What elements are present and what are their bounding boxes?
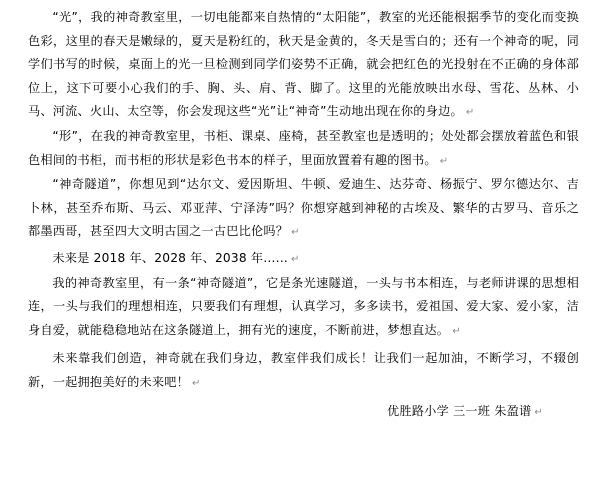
author-signature — [28, 400, 579, 424]
paragraph-conclusion — [28, 347, 579, 395]
paragraph-mark-icon: ↵ — [192, 377, 201, 389]
paragraph-mark-icon: ↵ — [291, 227, 300, 239]
paragraph-text: “形”，在我的神奇教室里，书柜、课桌、座椅，甚至教室也是透明的；处处都会摆放着蓝色和银色相间的书柜，而书柜的形状是彩色书本的样子，里面放置着有趣的图书。 — [28, 128, 579, 167]
paragraph-light-speed-tunnel — [28, 272, 579, 344]
paragraph-mark-icon: ↵ — [439, 155, 449, 167]
paragraph-shape — [28, 125, 579, 173]
paragraph-mark-icon: ↵ — [452, 325, 461, 337]
paragraph-text: “光”，我的神奇教室里，一切电能都来自热情的“太阳能”，教室的光还能根据季节的变化而变换色彩，这里的春天是嫩绿的，夏天是粉红的，秋天是金黄的，冬天是雪白的；还有一个神奇的呢，同学们书写的时候，桌面上的光一旦检测到同学们姿势不正确，就会把红色的光投射在不正确的身体部位上，这下可要小心我们的手、胸、头、肩、背、脚了。这里的光能放映出水母、雪花、丛林、小马、河流、火山、太空等，你会发现这些“光”让“神奇”生动地出现在你的身边。 — [28, 10, 579, 119]
paragraph-future-years — [28, 247, 579, 272]
signature-text: 优胜路小学 三一班 朱盈谱 — [386, 403, 532, 418]
paragraph-text: “神奇隧道”，你想见到“达尔文、爱因斯坦、牛顿、爱迪生、达芬奇、杨振宁、罗尔德达尔、吉卜林，甚至乔布斯、马云、邓亚萍、宁泽涛”吗？你想穿越到神秘的古埃及、繁华的古罗马、音乐之都墨西哥，甚至四大文明古国之一古巴比伦吗？ — [28, 177, 579, 239]
paragraph-text: 未来是 2018 年、2028 年、2038 年…… — [52, 250, 289, 265]
paragraph-mark-icon: ↵ — [291, 253, 300, 265]
paragraph-mark-icon: ↵ — [465, 107, 475, 119]
paragraph-light — [28, 6, 579, 125]
paragraph-text: 未来靠我们创造，神奇就在我们身边，教室伴我们成长！让我们一起加油，不断学习，不辍创新，一起拥抱美好的未来吧！ — [28, 351, 579, 389]
paragraph-text: 我的神奇教室里，有一条“神奇隧道”，它是条光速隧道，一头与书本相连，与老师讲课的思想相连，一头与我们的理想相连，只要我们有理想，认真学习，多多读书，爱祖国、爱大家、爱小家，洁身自爱，就能稳稳地站在这条隧道上，拥有光的速度，不断前进，梦想直达。 — [28, 275, 579, 337]
paragraph-tunnel — [28, 173, 579, 245]
paragraph-mark-icon: ↵ — [534, 406, 543, 418]
